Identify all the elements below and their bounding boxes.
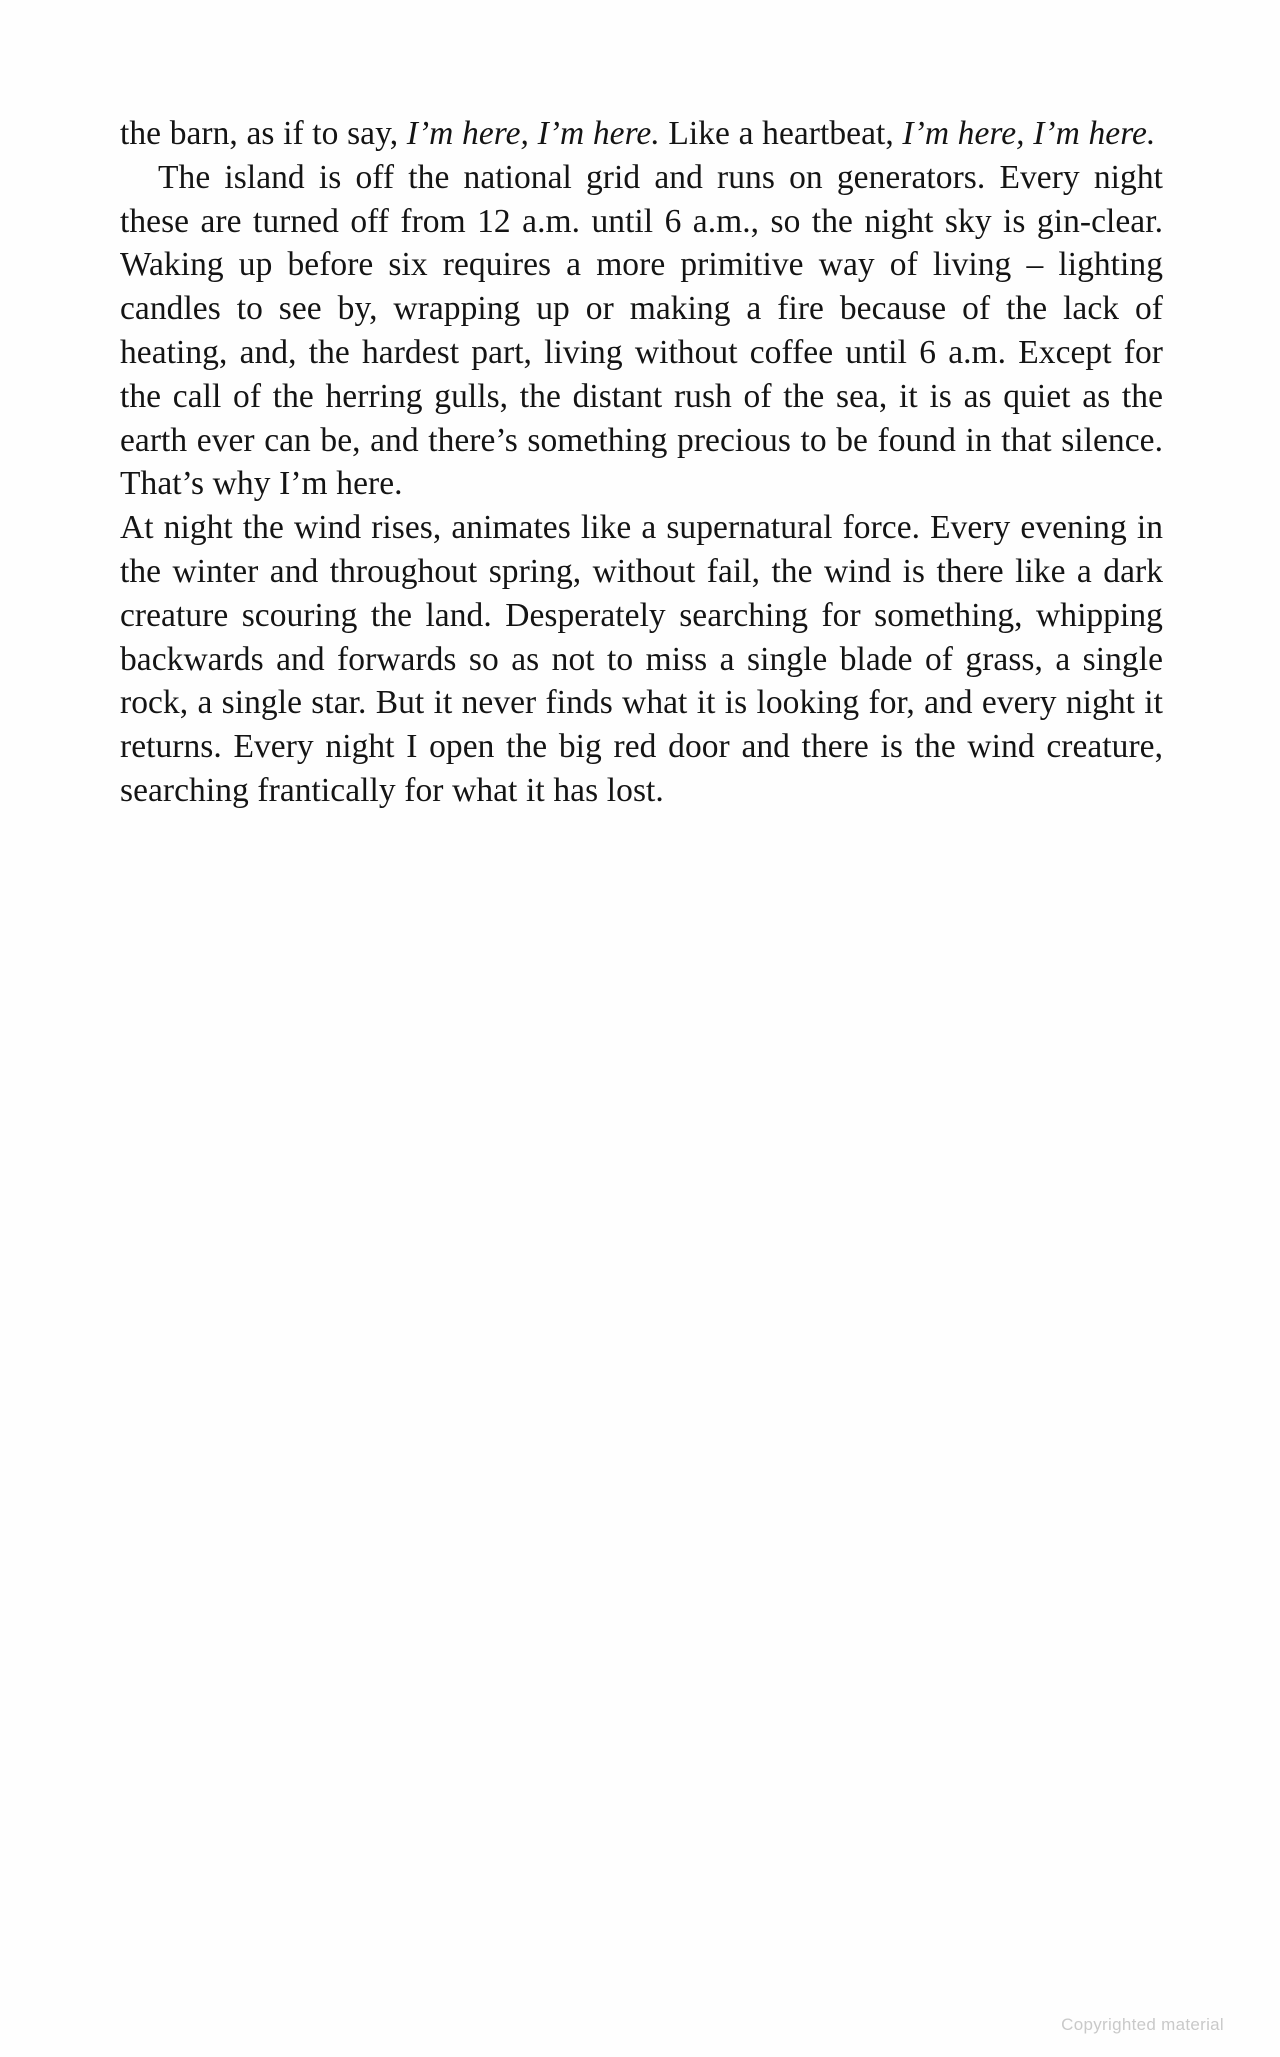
copyrighted-material-watermark: Copyrighted material — [1061, 2015, 1224, 2034]
body-paragraph-1 — [120, 112, 1163, 156]
page-text-column — [120, 112, 1163, 813]
paragraph-1-segment-roman-1: the barn, as if to say, — [120, 115, 407, 152]
paragraph-1-segment-italic-2: I’m here, I’m here. — [902, 115, 1156, 152]
paragraph-1-segment-italic-1: I’m here, I’m here. — [406, 115, 660, 152]
paragraph-1-segment-roman-2: Like a heartbeat, — [659, 115, 903, 152]
body-paragraph-2: The island is off the national grid and runs on generators. Every night these are turned off from 12 a.m. until 6 a.m., so the night sky is gin-clear. Waking up before six requires a more primitive way of living – lighting candles to see by, wrapping up or making a fire because of the lack of heating, and, the hardest part, living without coffee until 6 a.m. Except for the call of the herring gulls, the distant rush of the sea, it is as quiet as the earth ever can be, and there’s something precious to be found in that silence. That’s why I’m here. — [120, 158, 1163, 503]
body-paragraph-3: At night the wind rises, animates like a supernatural force. Every evening in the winter and throughout spring, without fail, the wind is there like a dark creature scouring the land. Desperately searching for something, whipping backwards and forwards so as not to miss a single blade of grass, a single rock, a single star. But it never finds what it is looking for, and every night it returns. Every night I open the big red door and there is the wind creature, searching frantically for what it has lost. — [120, 509, 1163, 809]
